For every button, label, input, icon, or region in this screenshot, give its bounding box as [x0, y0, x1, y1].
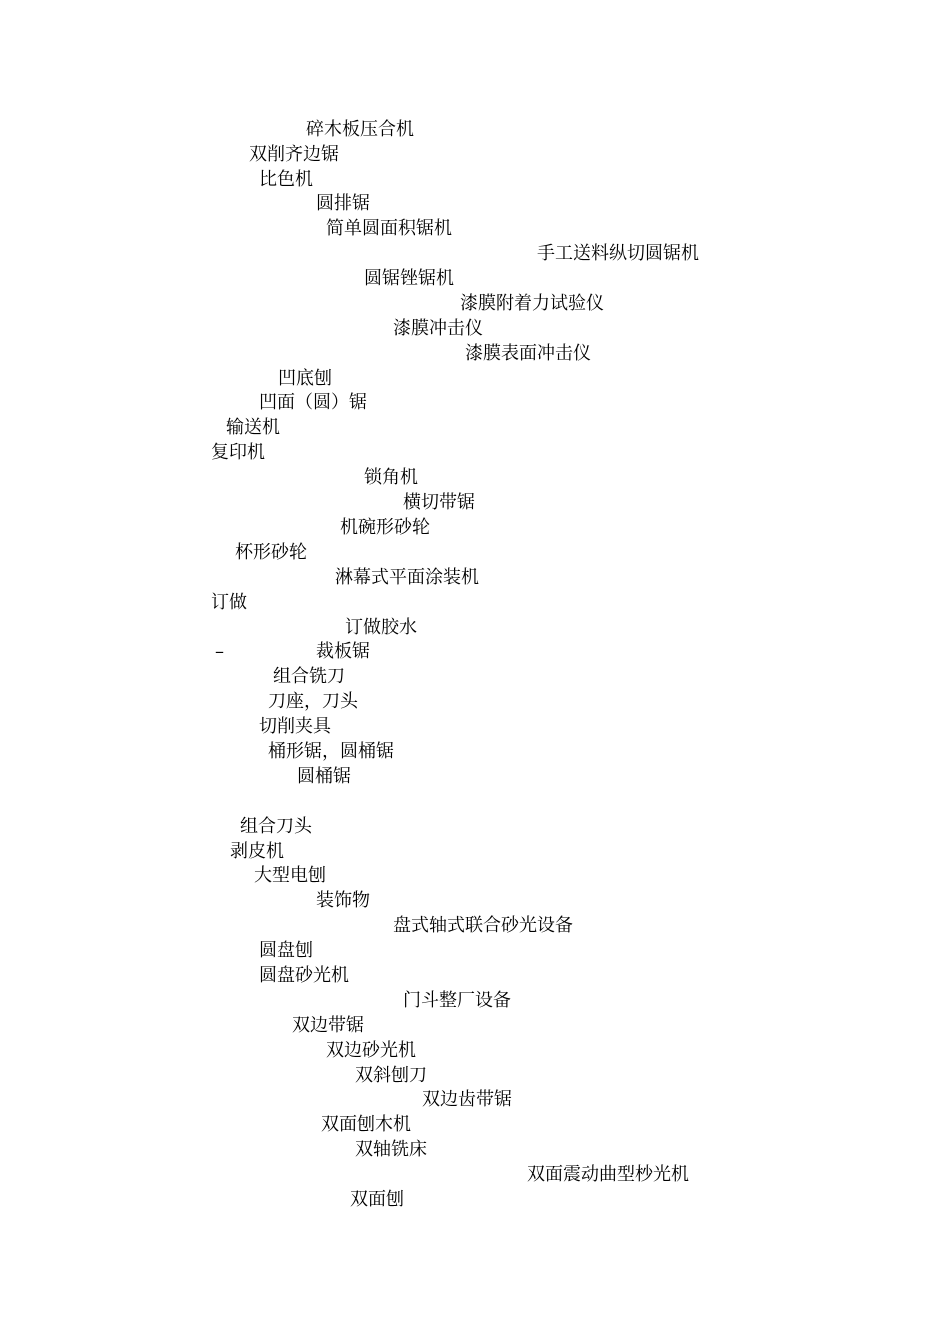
text-line: 双轴铣床	[355, 1139, 427, 1160]
text-line: 剥皮机	[230, 841, 284, 862]
text-line: 手工送料纵切圆锯机	[537, 243, 699, 264]
text-line: 简单圆面积锯机	[326, 218, 452, 239]
text-line: 刀座，刀头	[268, 691, 358, 712]
text-line: 裁板锯	[316, 641, 370, 662]
text-line: 组合刀头	[240, 816, 312, 837]
text-line: 组合铣刀	[273, 666, 345, 687]
text-line: 漆膜表面冲击仪	[465, 343, 591, 364]
text-line: 碎木板压合机	[306, 119, 414, 140]
text-line: 横切带锯	[403, 492, 475, 513]
text-line: 订做胶水	[345, 617, 417, 638]
text-line: 圆桶锯	[297, 766, 351, 787]
text-line: 凹面（圆）锯	[259, 392, 367, 413]
text-line: 装饰物	[316, 890, 370, 911]
text-line: 杯形砂轮	[235, 542, 307, 563]
text-line: 锁角机	[364, 467, 418, 488]
text-line: 淋幕式平面涂装机	[335, 567, 479, 588]
text-line: 盘式轴式联合砂光设备	[393, 915, 573, 936]
text-line: 漆膜冲击仪	[393, 318, 483, 339]
text-line: 输送机	[226, 417, 280, 438]
text-line: 双斜刨刀	[355, 1065, 427, 1086]
text-line: 比色机	[259, 169, 313, 190]
text-line: 切削夹具	[259, 716, 331, 737]
text-line: 双面震动曲型杪光机	[527, 1164, 689, 1185]
text-line: 双面刨	[350, 1189, 404, 1210]
text-line: 订做	[211, 592, 247, 613]
text-line: 双面刨木机	[321, 1114, 411, 1135]
text-line: 双削齐边锯	[249, 144, 339, 165]
text-line: 机碗形砂轮	[340, 517, 430, 538]
text-line: 门斗整厂设备	[403, 990, 511, 1011]
text-line: 双边齿带锯	[422, 1089, 512, 1110]
text-line: 双边砂光机	[326, 1040, 416, 1061]
text-line: 漆膜附着力试验仪	[460, 293, 604, 314]
text-line: 凹底刨	[278, 368, 332, 389]
text-line: –	[215, 641, 224, 662]
text-line: 大型电刨	[254, 865, 326, 886]
text-line: 桶形锯，圆桶锯	[268, 741, 394, 762]
text-line: 双边带锯	[292, 1015, 364, 1036]
text-line: 圆排锯	[316, 193, 370, 214]
text-line: 复印机	[211, 442, 265, 463]
text-line: 圆锯锉锯机	[364, 268, 454, 289]
text-line: 圆盘刨	[259, 940, 313, 961]
text-line: 圆盘砂光机	[259, 965, 349, 986]
